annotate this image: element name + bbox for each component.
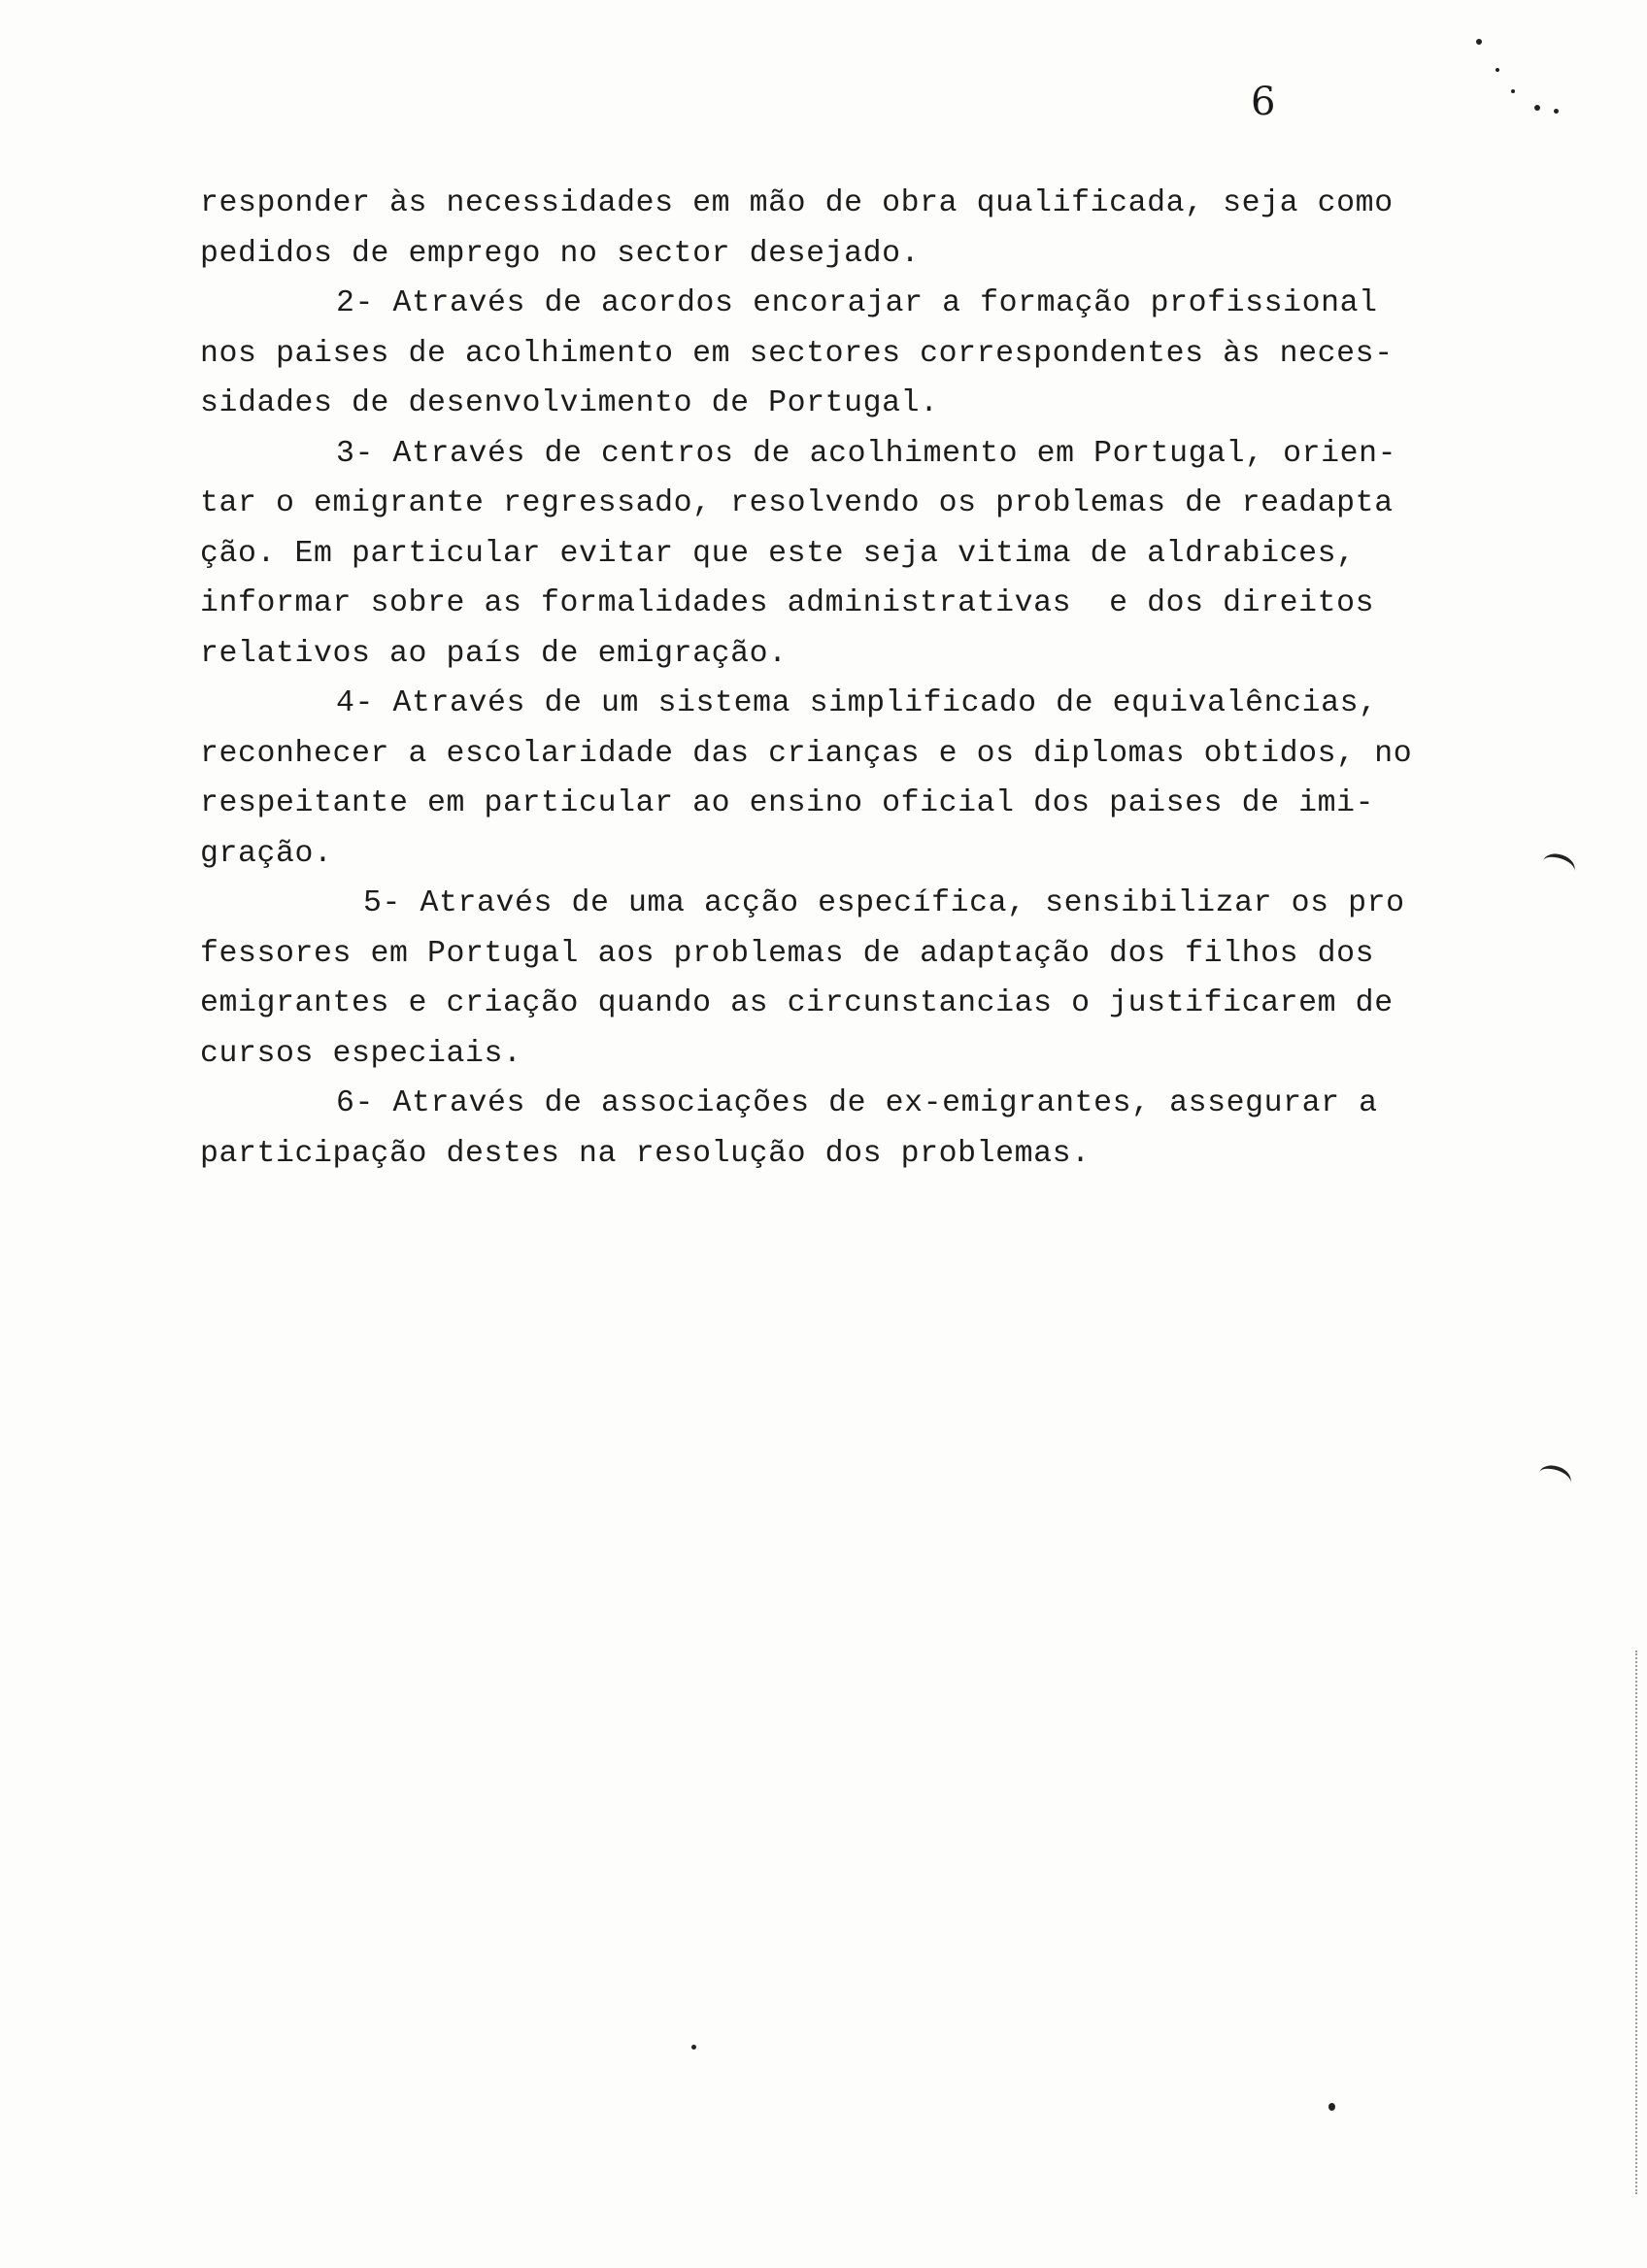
- text-line-item-6: 6- Através de associações de ex-emigrantes, assegurar a: [336, 1086, 1378, 1120]
- body-text: [200, 179, 1501, 1179]
- text-line: nos paises de acolhimento em sectores correspondentes às neces-: [200, 336, 1394, 371]
- text-line-item-4: 4- Através de um sistema simplificado de equivalências,: [336, 686, 1378, 720]
- scan-speck: [1496, 68, 1499, 72]
- scan-speck: [1534, 105, 1540, 111]
- text-line: ção. Em particular evitar que este seja vitima de aldrabices,: [200, 536, 1356, 571]
- punch-hole-mark: [1535, 1461, 1574, 1493]
- scan-speck: [691, 2045, 696, 2050]
- punch-hole-mark: [1539, 850, 1578, 882]
- text-line: fessores em Portugal aos problemas de adaptação dos filhos dos: [200, 936, 1375, 971]
- text-line-item-5: 5- Através de uma acção específica, sensibilizar os pro: [363, 886, 1405, 920]
- page-number: 6: [1251, 80, 1276, 124]
- scan-speck: [1511, 89, 1515, 93]
- text-line: pedidos de emprego no sector desejado.: [200, 236, 921, 271]
- text-line: responder às necessidades em mão de obra qualificada, seja como: [200, 186, 1394, 220]
- text-line-item-3: 3- Através de centros de acolhimento em Portugal, orien-: [336, 436, 1397, 471]
- scan-speck: [1328, 2103, 1335, 2111]
- text-line: relativos ao país de emigração.: [200, 636, 788, 671]
- scan-edge-noise: [1635, 1651, 1639, 2194]
- scan-speck: [1476, 39, 1482, 45]
- text-line: tar o emigrante regressado, resolvendo os problemas de readapta: [200, 486, 1394, 520]
- scan-speck: [1554, 109, 1559, 114]
- text-line: sidades de desenvolvimento de Portugal.: [200, 386, 939, 420]
- text-line: reconhecer a escolaridade das crianças e os diplomas obtidos, no: [200, 736, 1413, 771]
- text-line: informar sobre as formalidades administrativas e dos direitos: [200, 586, 1375, 620]
- text-line: respeitante em particular ao ensino oficial dos paises de imi-: [200, 786, 1375, 820]
- text-line-item-2: 2- Através de acordos encorajar a formação profissional: [336, 286, 1378, 320]
- text-line: cursos especiais.: [200, 1036, 522, 1071]
- text-line: gração.: [200, 836, 333, 871]
- text-line: participação destes na resolução dos problemas.: [200, 1136, 1091, 1171]
- text-line: emigrantes e criação quando as circunstancias o justificarem de: [200, 986, 1394, 1020]
